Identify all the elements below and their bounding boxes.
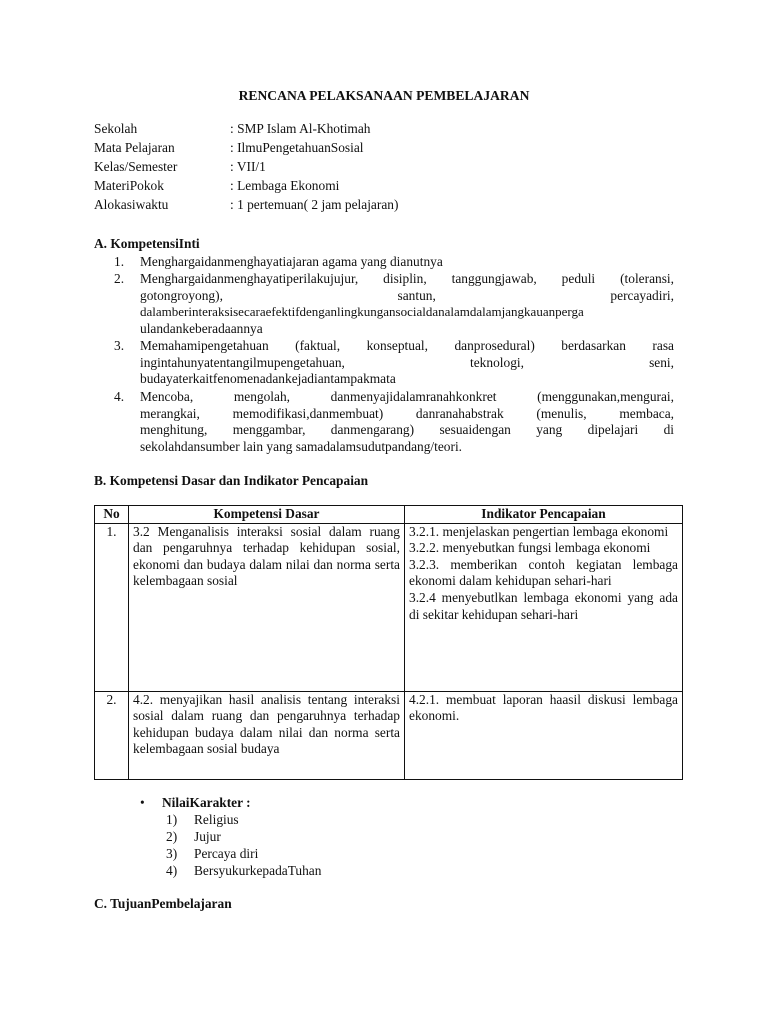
column-header-kompetensi-dasar: Kompetensi Dasar [129, 506, 405, 524]
ki-line: merangkai, memodifikasi,danmembuat) danranahabstrak (menulis, membaca, [140, 405, 674, 421]
ki-text [140, 254, 674, 271]
item-number: 2) [166, 829, 178, 844]
indikator-cell [405, 523, 683, 691]
ki-item-1 [114, 254, 674, 271]
ki-line: dalamberinteraksisecaraefektifdenganlingkungansocialdanalamdalamjangkauanperga [140, 304, 584, 320]
nilai-karakter-bullet: • [140, 795, 145, 810]
ki-line: ingintahunyatentangilmupengetahuan, teknologi, seni, [140, 354, 674, 370]
meta-label: Sekolah [94, 121, 138, 136]
indikator-item: 4.2.1. membuat laporan haasil diskusi lembaga ekonomi. [409, 691, 678, 724]
meta-row-mata-pelajaran [94, 140, 694, 159]
item-text: Percaya diri [194, 846, 259, 861]
ki-line: Menghargaidanmenghayatiajaran agama yang dianutnya [140, 254, 443, 269]
kompetensi-dasar-cell: 3.2 Menganalisis interaksi sosial dalam ruang dan pengaruhnya terhadap kehidupan sosial, ekonomi dan budaya dalam nilai dan norma serta kelembagaan sosial [129, 523, 405, 691]
meta-value: : IlmuPengetahuanSosial [230, 140, 364, 155]
meta-row-materi-pokok [94, 178, 694, 197]
row-number: 2. [95, 691, 129, 779]
ki-line: Menghargaidanmenghayatiperilakujujur, disiplin, tanggungjawab, peduli (toleransi, [140, 271, 674, 286]
meta-row-kelas-semester [94, 159, 694, 178]
table-header-row [95, 506, 683, 524]
item-number: 4) [166, 863, 178, 878]
ki-line: sekolahdansumber lain yang samadalamsudutpandang/teori. [140, 438, 463, 454]
indikator-item: 3.2.3. memberikan contoh kegiatan lembaga ekonomi dalam kehidupan sehari-hari [409, 556, 678, 589]
ki-line: menghitung, menggambar, danmengarang) sesuaidengan yang dipelajari di [140, 422, 674, 438]
column-header-no: No [95, 506, 129, 524]
item-text: Jujur [194, 829, 221, 844]
item-number: 3) [166, 846, 178, 861]
ki-item-4 [114, 389, 674, 455]
meta-row-sekolah [94, 121, 694, 140]
section-c-heading: C. TujuanPembelajaran [94, 896, 232, 911]
document-title: RENCANA PELAKSANAAN PEMBELAJARAN [238, 88, 530, 103]
ki-text [140, 338, 674, 388]
ki-item-2 [114, 271, 674, 337]
ki-line: Memahamipengetahuan (faktual, konseptual, danprosedural) berdasarkan rasa [140, 338, 674, 353]
ki-line: gotongroyong), santun, percayadiri, [140, 287, 674, 303]
table-row [95, 523, 683, 691]
ki-line: budayaterkaitfenomenadankejadiantampakmata [140, 371, 396, 387]
ki-number: 2. [114, 271, 125, 286]
row-number: 1. [95, 523, 129, 691]
table-row [95, 691, 683, 779]
meta-value: : VII/1 [230, 159, 266, 174]
item-text: Religius [194, 812, 239, 827]
indikator-item: 3.2.2. menyebutkan fungsi lembaga ekonomi [409, 540, 651, 556]
ki-text [140, 271, 674, 337]
kompetensi-dasar-cell: 4.2. menyajikan hasil analisis tentang interaksi sosial dalam ruang dan pengaruhnya terhadap kehidupan budaya dalam nilai dan norma serta kelembagaan sosial budaya [129, 691, 405, 779]
column-header-indikator: Indikator Pencapaian [405, 506, 683, 524]
item-number: 1) [166, 812, 178, 827]
ki-number: 3. [114, 338, 125, 353]
indikator-item: 3.2.4 menyebutlkan lembaga ekonomi yang ada di sekitar kehidupan sehari-hari [409, 589, 678, 622]
ki-item-3 [114, 338, 674, 388]
meta-label: Mata Pelajaran [94, 140, 175, 155]
meta-label: Alokasiwaktu [94, 197, 169, 212]
meta-row-alokasi-waktu [94, 197, 694, 216]
meta-value: : SMP Islam Al-Khotimah [230, 121, 371, 136]
meta-value: : 1 pertemuan( 2 jam pelajaran) [230, 197, 399, 212]
ki-text [140, 389, 674, 455]
ki-line: ulandankeberadaannya [140, 320, 263, 336]
meta-label: MateriPokok [94, 178, 164, 193]
ki-number: 4. [114, 389, 125, 404]
item-text: BersyukurkepadaTuhan [194, 863, 322, 878]
meta-label: Kelas/Semester [94, 159, 178, 174]
section-a-heading: A. KompetensiInti [94, 236, 200, 251]
ki-line: Mencoba, mengolah, danmenyajidalamranahkonkret (menggunakan,mengurai, [140, 389, 674, 404]
ki-number: 1. [114, 254, 125, 269]
indikator-cell [405, 691, 683, 779]
nilai-karakter-heading: NilaiKarakter : [162, 795, 251, 810]
section-b-heading: B. Kompetensi Dasar dan Indikator Pencapaian [94, 473, 369, 488]
kompetensi-table [94, 505, 683, 780]
meta-value: : Lembaga Ekonomi [230, 178, 340, 193]
indikator-item: 3.2.1. menjelaskan pengertian lembaga ekonomi [409, 523, 669, 539]
